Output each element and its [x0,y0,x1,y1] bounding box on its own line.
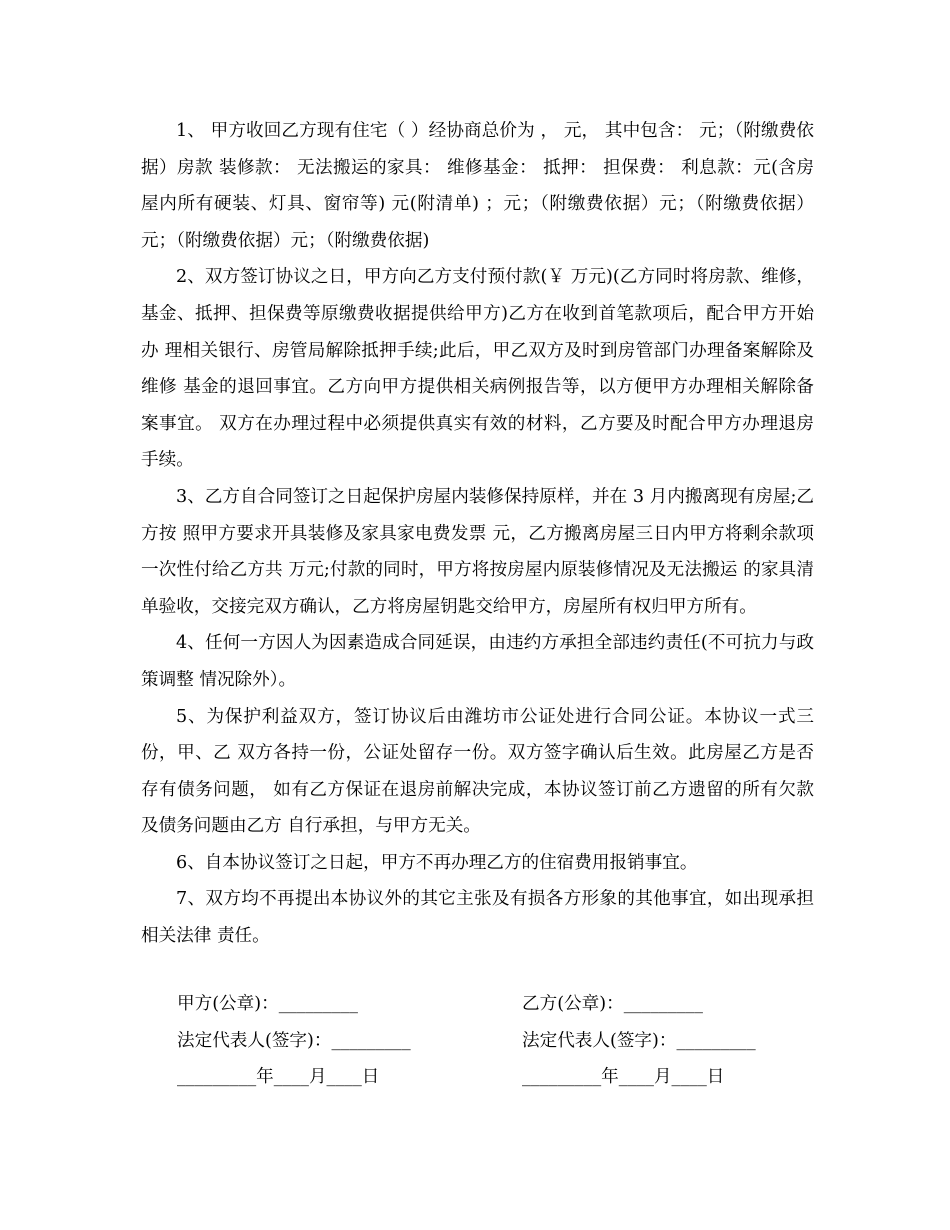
contract-body [141,113,814,955]
clause-4: 4、任何一方因人为因素造成合同延误，由违约方承担全部违约责任(不可抗力与政策调整 情况除外）。 [141,633,814,690]
party-b-representative-field: 法定代表人(签字)：_________ [522,1030,756,1051]
party-a-date-field: _________年____月____日 [177,1067,380,1088]
party-a-seal-field: 甲方(公章)：_________ [177,994,358,1014]
clause-7: 7、双方均不再提出本协议外的其它主张及有损各方形象的其他事宜，如出现承担相关法律 责任。 [141,889,814,947]
clause-1: 1、 甲方收回乙方现有住宅（ ）经协商总价为 ， 元， 其中包含： 元；（附缴费依据）房款 装修款： 无法搬运的家具： 维修基金： 抵押： 担保费： 利息款：元(含房屋内所有硬装、灯具、窗帘等) 元(附清单) ；元；（附缴费依据）元；（附缴费依据）元；（附缴费依据）元；（附缴费依据) [141,121,814,251]
clause-2: 2、双方签订协议之日，甲方向乙方支付预付款(￥ 万元)(乙方同时将房款、维修， 基金、抵押、担保费等原缴费收据提供给甲方)乙方在收到首笔款项后，配合甲方开始办 理相关银行、房管局解除抵押手续;此后，甲乙双方及时到房管部门办理备案解除及维修 基金的退回事宜。乙方向甲方提供相关病例报告等，以方便甲方办理相关解除备案事宜。 双方在办理过程中必须提供真实有效的材料，乙方要及时配合甲方办理退房手续。 [141,267,814,471]
clause-5: 5、为保护利益双方，签订协议后由潍坊市公证处进行合同公证。本协议一式三份，甲、乙 双方各持一份，公证处留存一份。双方签字确认后生效。此房屋乙方是否存有债务问题， 如有乙方保证在退房前解决完成，本协议签订前乙方遗留的所有欠款及债务问题由乙方 自行承担，与甲方无关。 [141,706,814,837]
clause-3: 3、乙方自合同签订之日起保护房屋内装修保持原样，并在 3 月内搬离现有房屋;乙方按 照甲方要求开具装修及家具家电费发票 元，乙方搬离房屋三日内甲方将剩余款项 一次性付给乙方共 万元;付款的同时，甲方将按房屋内原装修情况及无法搬运 的家具清单验收，交接完双方确认，乙方将房屋钥匙交给甲方，房屋所有权归甲方所有。 [141,486,814,617]
party-b-date-field: _________年____月____日 [522,1067,725,1088]
seal-row [177,986,817,1023]
party-a-representative-field: 法定代表人(签字)：_________ [177,1030,411,1051]
clause-6: 6、自本协议签订之日起，甲方不再办理乙方的住宿费用报销事宜。 [176,852,698,873]
signature-block [177,986,817,1096]
representative-row [177,1023,817,1060]
date-row [177,1059,817,1096]
party-b-seal-field: 乙方(公章)：_________ [522,994,703,1014]
